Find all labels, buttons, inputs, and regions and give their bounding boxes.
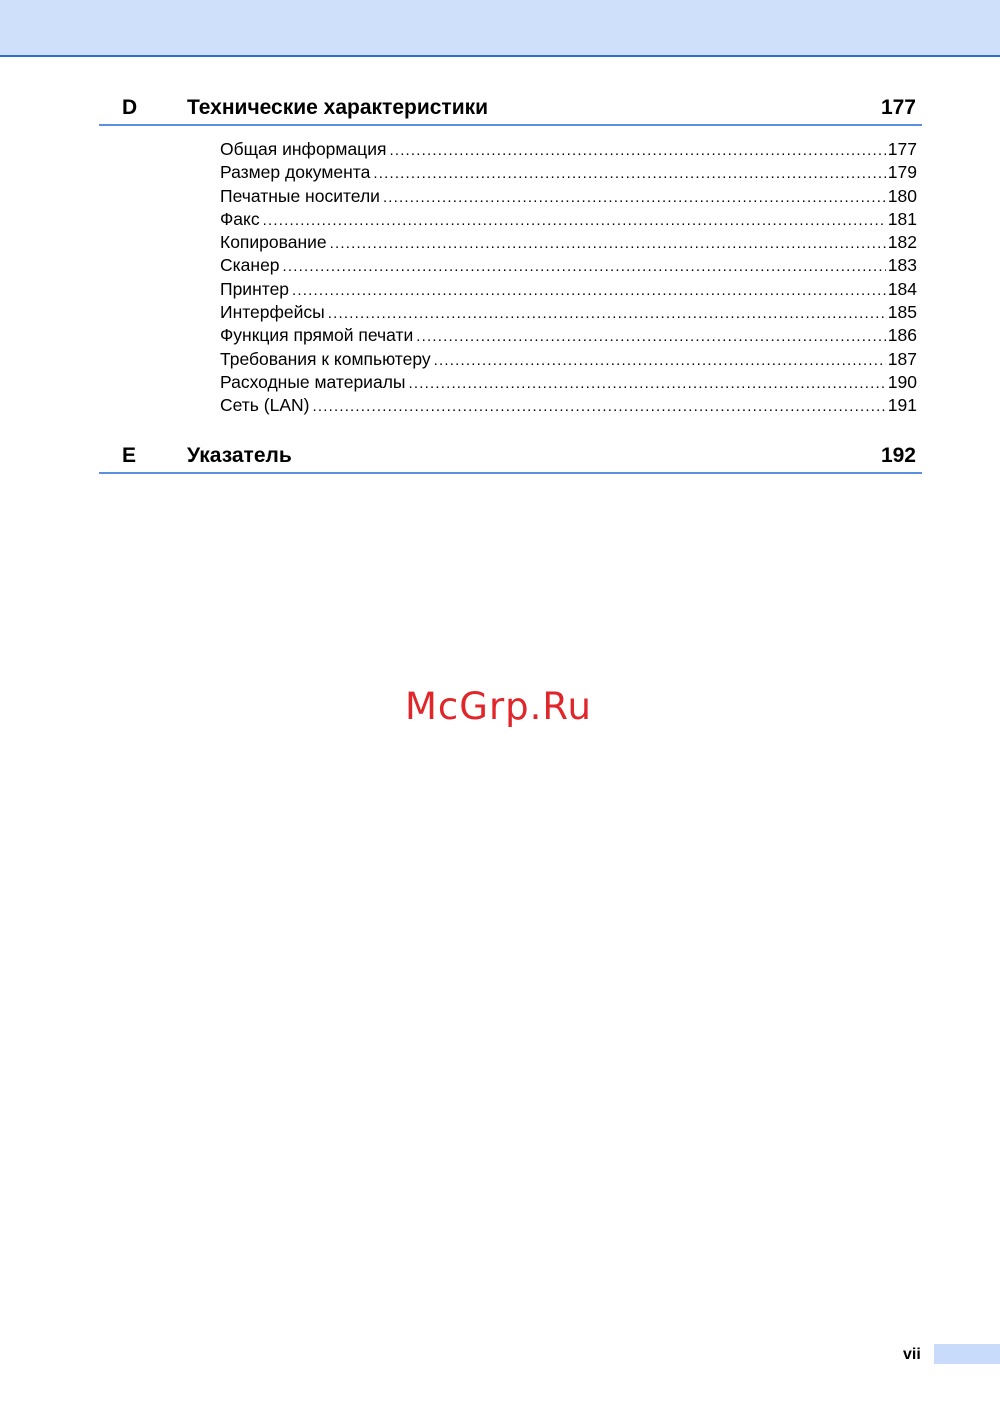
toc-entry[interactable]: [220, 349, 917, 372]
entry-label: Требования к компьютеру: [220, 348, 431, 369]
footer-page-number: vii: [903, 1346, 921, 1363]
dot-leader: [416, 328, 886, 345]
entry-label: Сканер: [220, 255, 280, 276]
section-page: 177: [880, 96, 916, 119]
toc-entry[interactable]: [220, 232, 917, 255]
entry-page: 191: [887, 395, 917, 416]
dot-leader: [409, 375, 886, 392]
toc-section-d: [99, 90, 922, 419]
dot-leader: [312, 398, 885, 415]
entry-label: Печатные носители: [220, 185, 380, 206]
entry-label: Принтер: [220, 278, 290, 299]
section-page: 192: [880, 444, 916, 467]
entry-page: 179: [887, 162, 917, 183]
section-title: Указатель: [187, 444, 292, 467]
entry-page: 180: [887, 185, 917, 206]
watermark: McGrp.Ru: [405, 685, 592, 728]
entry-page: 187: [887, 348, 917, 369]
entry-label: Функция прямой печати: [220, 325, 414, 346]
entry-page: 184: [887, 278, 917, 299]
entry-label: Размер документа: [220, 162, 371, 183]
section-title: Технические характеристики: [187, 96, 489, 119]
entry-label: Факс: [220, 208, 260, 229]
toc-entry[interactable]: [220, 186, 917, 209]
entry-page: 181: [887, 208, 917, 229]
dot-leader: [434, 352, 886, 369]
toc-entry[interactable]: [220, 279, 917, 302]
section-heading[interactable]: [99, 90, 922, 126]
toc-entry[interactable]: [220, 209, 917, 232]
footer-tab: [934, 1344, 1000, 1364]
entry-label: Сеть (LAN): [220, 395, 310, 416]
dot-leader: [389, 142, 885, 159]
entry-label: Расходные материалы: [220, 371, 406, 392]
entry-page: 182: [887, 232, 917, 253]
dot-leader: [383, 189, 886, 206]
entry-label: Интерфейсы: [220, 302, 325, 323]
section-heading[interactable]: [99, 438, 922, 474]
toc-entry[interactable]: [220, 325, 917, 348]
entry-page: 186: [887, 325, 917, 346]
dot-leader: [373, 165, 885, 182]
entry-page: 190: [887, 371, 917, 392]
entry-page: 177: [887, 139, 917, 159]
entry-label: Общая информация: [220, 139, 387, 159]
toc-section-e: [99, 438, 922, 474]
toc-entry[interactable]: [220, 162, 917, 185]
dot-leader: [292, 282, 886, 299]
entry-label: Копирование: [220, 232, 327, 253]
section-letter: D: [122, 96, 138, 119]
header-band: [0, 0, 1000, 57]
toc-entry[interactable]: [220, 372, 917, 395]
section-letter: E: [122, 444, 137, 467]
toc-entry[interactable]: [220, 255, 917, 278]
toc-entry[interactable]: [220, 395, 917, 418]
toc-entry[interactable]: [220, 139, 917, 162]
entry-page: 185: [887, 302, 917, 323]
entry-page: 183: [887, 255, 917, 276]
dot-leader: [328, 305, 886, 322]
dot-leader: [283, 258, 886, 275]
toc-entry[interactable]: [220, 302, 917, 325]
dot-leader: [263, 212, 886, 229]
dot-leader: [330, 235, 886, 252]
toc-entries: [220, 126, 917, 419]
